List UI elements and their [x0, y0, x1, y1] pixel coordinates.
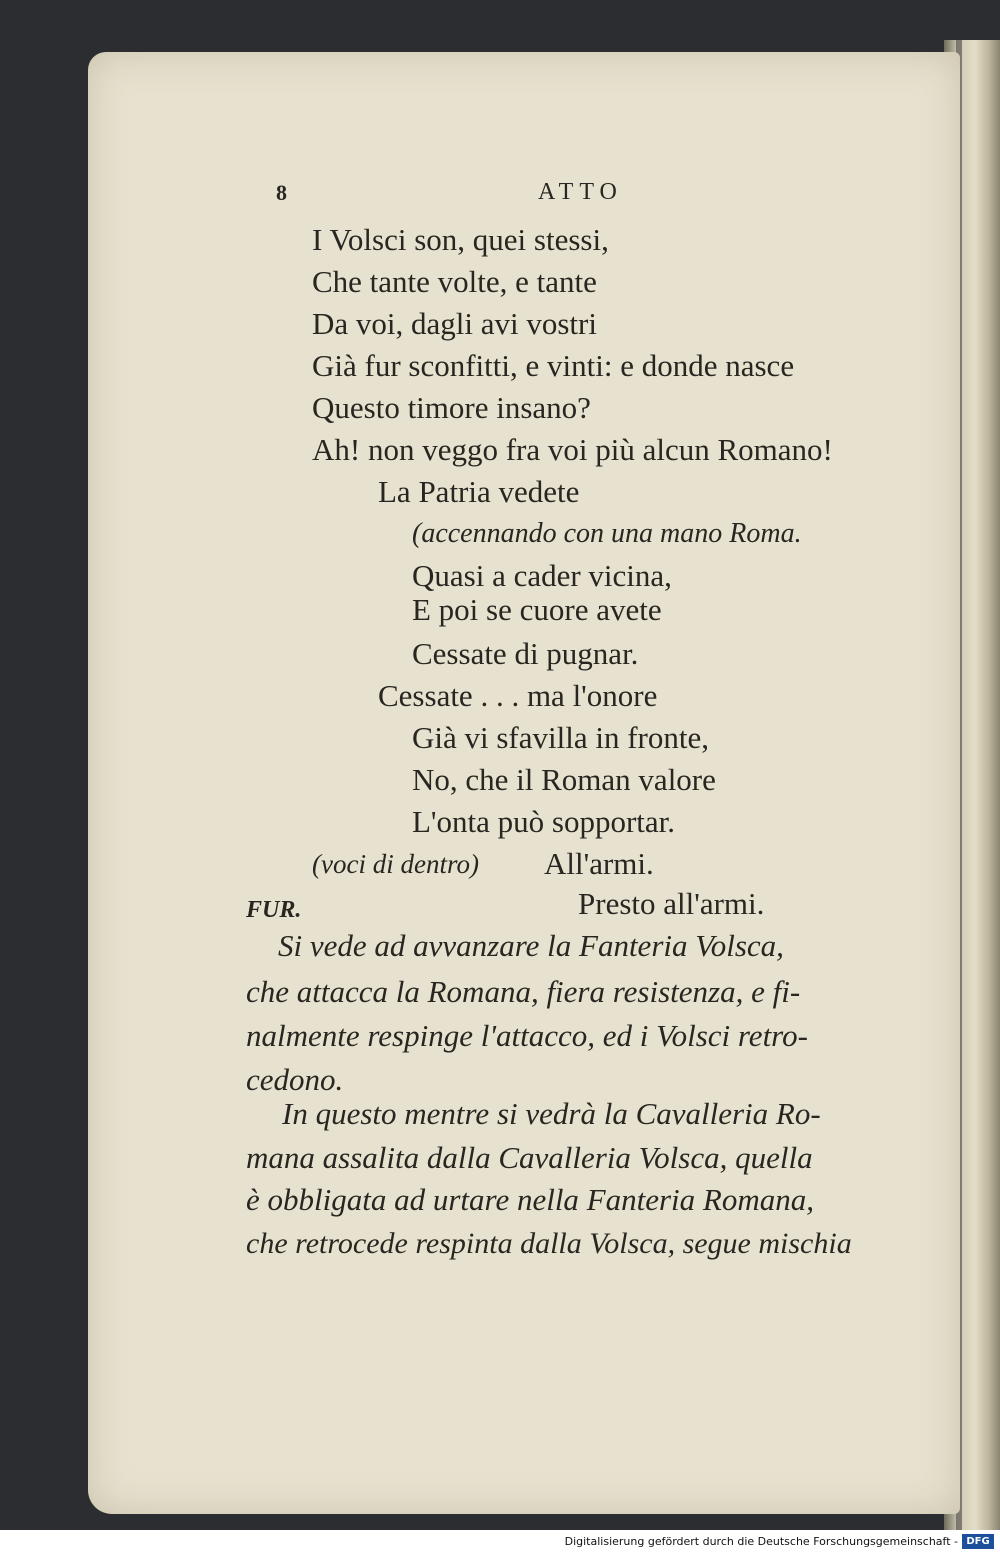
dfg-logo: DFG — [962, 1534, 994, 1549]
stage-direction-line: Si vede ad avvanzare la Fanteria Volsca, — [278, 928, 784, 963]
running-head: ATTO — [538, 179, 623, 205]
speaker-line: Presto all'armi. — [578, 886, 765, 921]
verse-line: Cessate . . . ma l'onore — [378, 678, 658, 713]
verse-line: Ah! non veggo fra voi più alcun Romano! — [312, 432, 833, 467]
stage-direction-line: mana assalita dalla Cavalleria Volsca, quella — [246, 1140, 813, 1175]
stage-direction-line: che retrocede respinta dalla Volsca, segue mischia — [246, 1227, 852, 1260]
voices-line: All'armi. — [544, 846, 654, 881]
stage-direction-line: cedono. — [246, 1062, 344, 1097]
page-number: 8 — [276, 180, 287, 205]
stage-direction-line: In questo mentre si vedrà la Cavalleria Ro- — [282, 1096, 821, 1131]
verse-line: Già vi sfavilla in fronte, — [412, 720, 709, 755]
verse-line: No, che il Roman valore — [412, 762, 716, 797]
verse-line: Da voi, dagli avi vostri — [312, 306, 597, 341]
verse-line: Quasi a cader vicina, — [412, 558, 672, 593]
verse-line: L'onta può sopportar. — [412, 804, 676, 839]
stage-direction-line: che attacca la Romana, fiera resistenza, e fi- — [246, 974, 801, 1009]
speaker-name: FUR. — [246, 897, 302, 923]
verse-line: Già fur sconfitti, e vinti: e donde nasce — [312, 348, 795, 383]
stage-aside: (accennando con una mano Roma. — [412, 518, 802, 549]
verse-line: La Patria vedete — [378, 474, 580, 509]
footer-credit: Digitalisierung gefördert durch die Deutsche Forschungsgemeinschaft - — [564, 1535, 958, 1548]
stage-direction-line: nalmente respinge l'attacco, ed i Volsci retro- — [246, 1018, 808, 1053]
verse-line: Cessate di pugnar. — [412, 636, 639, 671]
verse-line: Questo timore insano? — [312, 390, 591, 425]
stage-direction-line: è obbligata ad urtare nella Fanteria Romana, — [246, 1182, 814, 1217]
voices-direction: (voci di dentro) — [312, 849, 479, 879]
verse-line: E poi se cuore avete — [412, 592, 662, 627]
verse-line: I Volsci son, quei stessi, — [312, 222, 609, 257]
verse-line: Che tante volte, e tante — [312, 264, 597, 299]
